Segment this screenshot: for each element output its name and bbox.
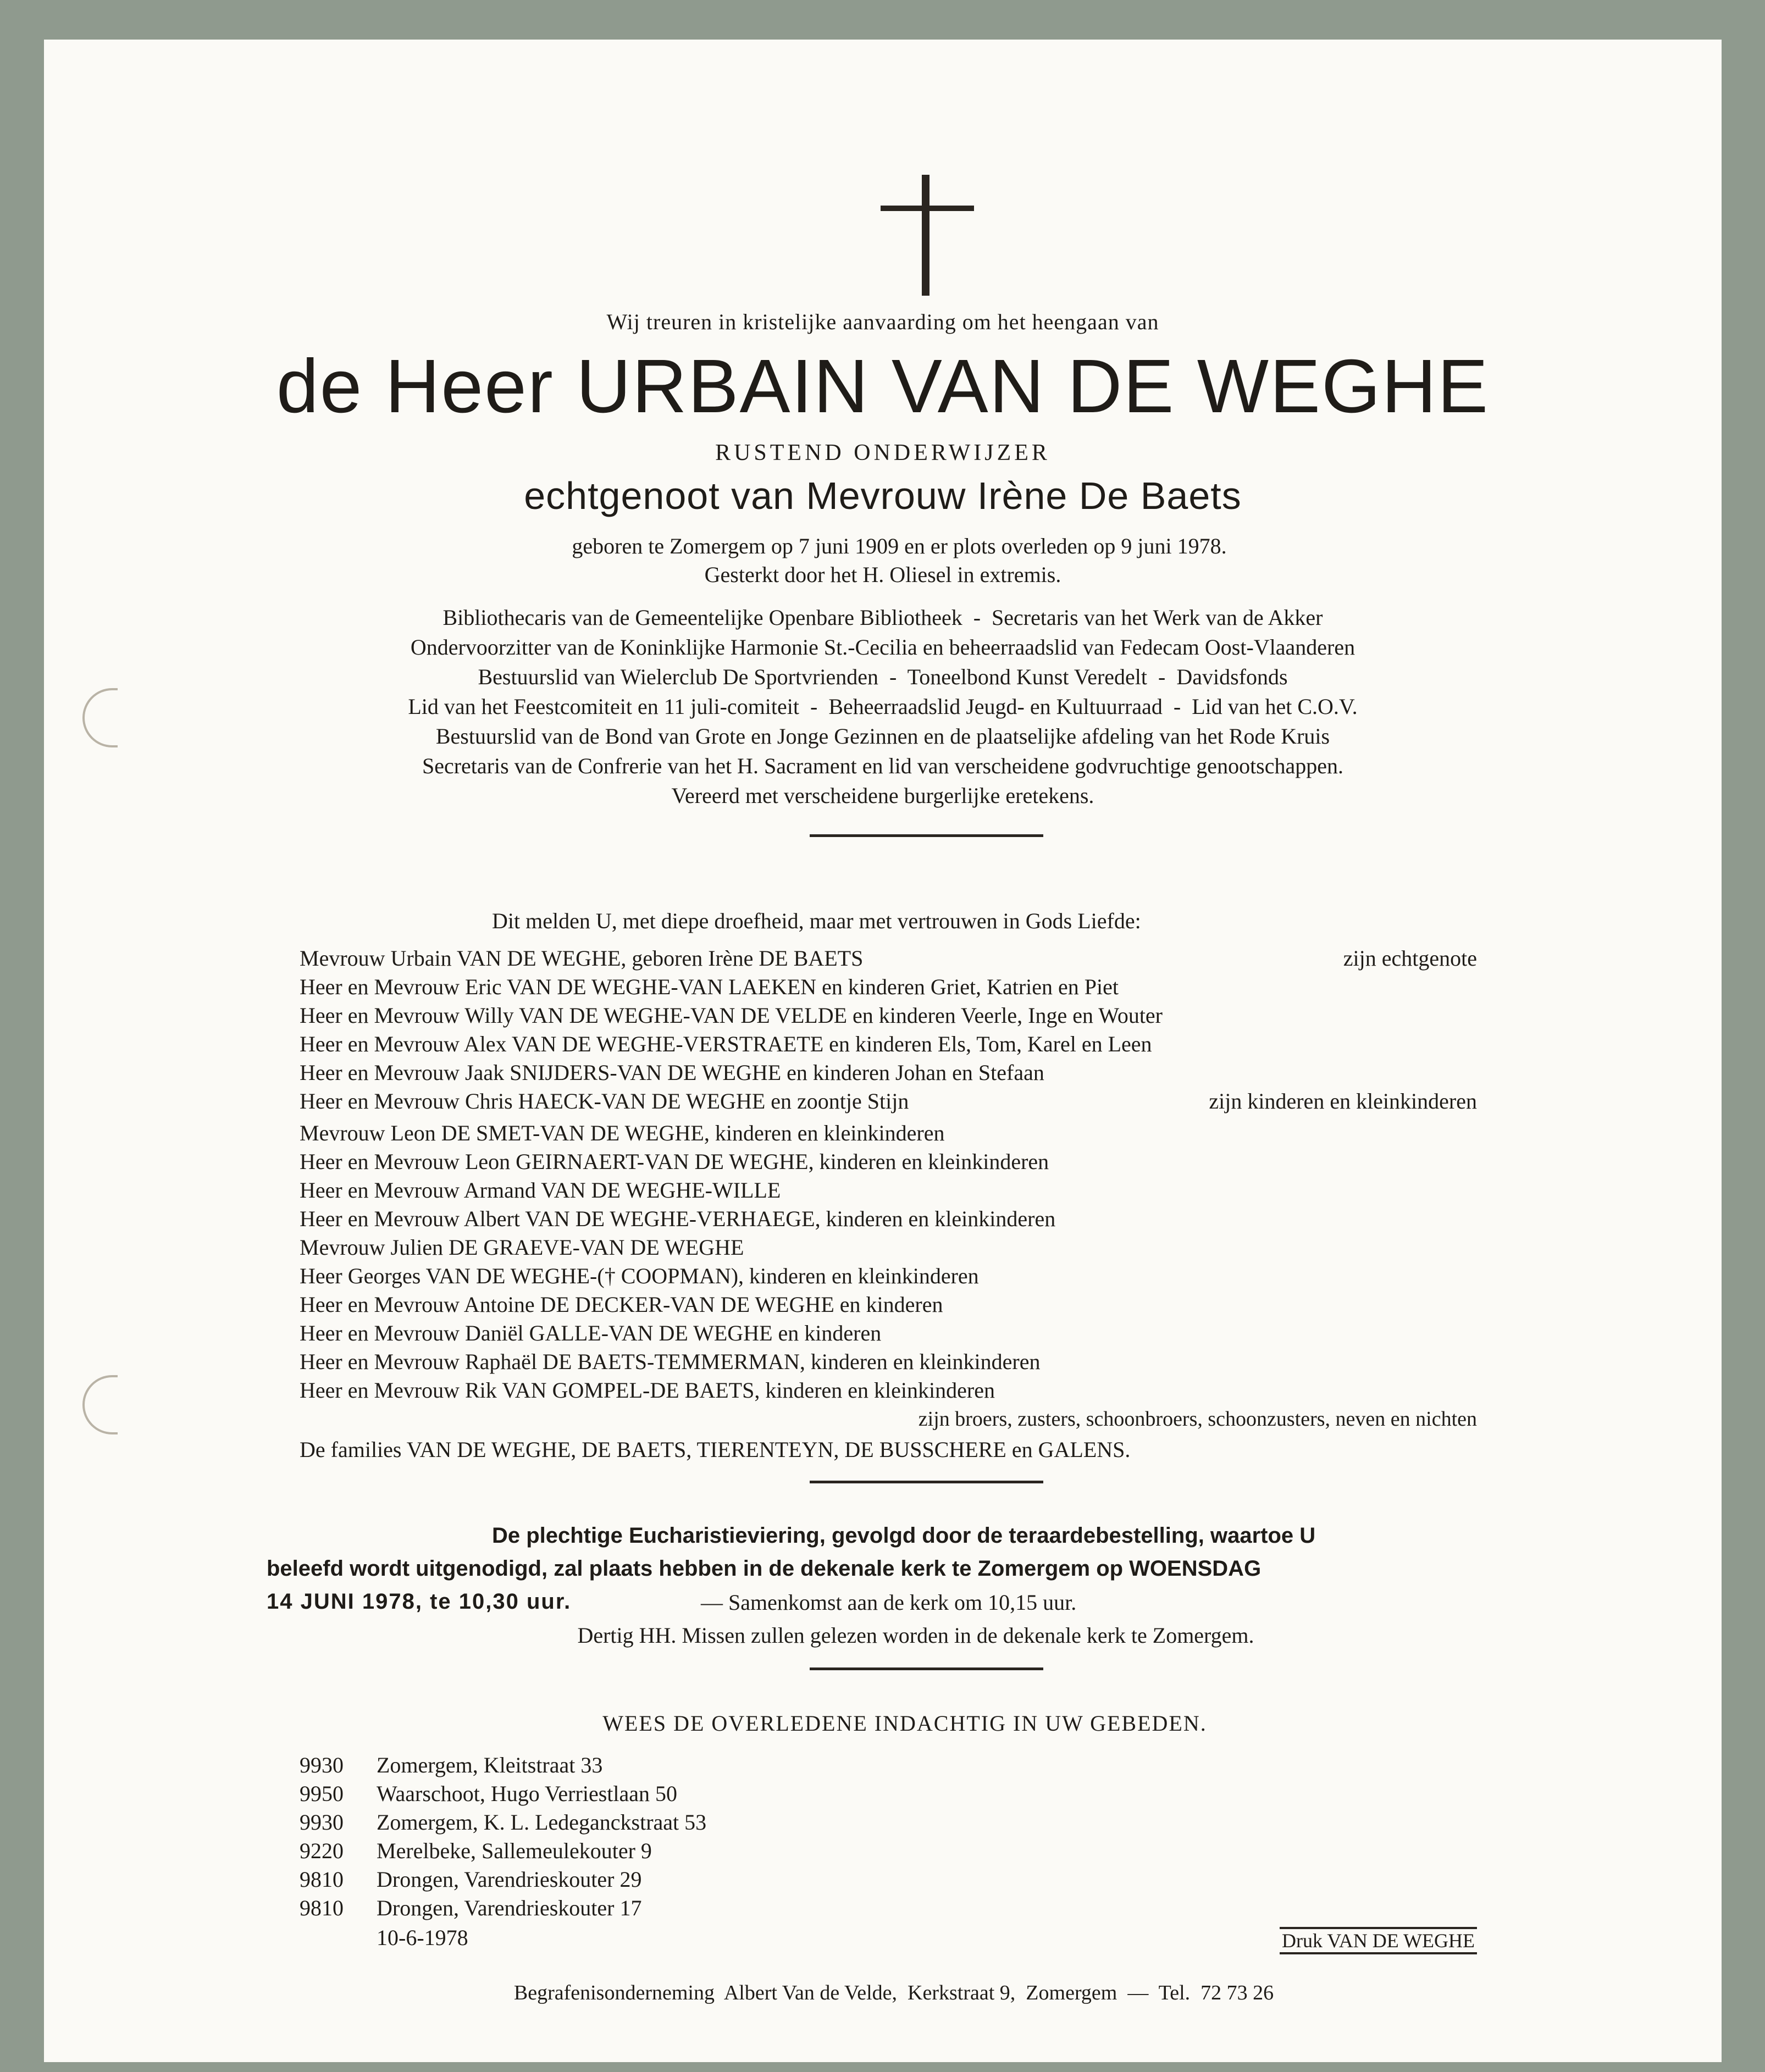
address-zip: 9810: [300, 1867, 344, 1892]
role-line: Ondervoorzitter van de Koninklijke Harmonie St.-Cecilia en beheerraadslid van Fedecam Oost-Vlaanderen: [410, 635, 1355, 660]
announcement: Dit melden U, met diepe droefheid, maar met vertrouwen in Gods Liefde:: [492, 908, 1141, 933]
deceased-name: de Heer URBAIN VAN DE WEGHE: [276, 344, 1490, 429]
divider: [810, 834, 1043, 837]
service-line-2: beleefd wordt uitgenodigd, zal plaats hebben in de dekenale kerk te Zomergem op WOENSDAG: [267, 1556, 1261, 1581]
address-text: Waarschoot, Hugo Verriestlaan 50: [377, 1781, 677, 1806]
role-line: Bibliothecaris van de Gemeentelijke Openbare Bibliotheek - Secretaris van het Werk van de Akker: [442, 605, 1323, 630]
address-text: Merelbeke, Sallemeulekouter 9: [377, 1838, 652, 1863]
divider: [810, 1481, 1043, 1483]
address-text: Drongen, Varendrieskouter 29: [377, 1867, 642, 1892]
sibling-entry: Heer en Mevrouw Daniël GALLE-VAN DE WEGHE en kinderen: [300, 1321, 882, 1345]
address-text: Zomergem, Kleitstraat 33: [377, 1753, 603, 1777]
child-entry: Heer en Mevrouw Jaak SNIJDERS-VAN DE WEGHE en kinderen Johan en Stefaan: [300, 1060, 1044, 1085]
address-text: Zomergem, K. L. Ledeganckstraat 53: [377, 1810, 707, 1835]
born-died: geboren te Zomergem op 7 juni 1909 en er plots overleden op 9 juni 1978.: [572, 534, 1227, 558]
address-zip: 9220: [300, 1838, 344, 1863]
spouse-entry: Mevrouw Urbain VAN DE WEGHE, geboren Irène DE BAETS: [300, 946, 864, 971]
sibling-entry: Mevrouw Leon DE SMET-VAN DE WEGHE, kinderen en kleinkinderen: [300, 1121, 945, 1145]
children-relation: zijn kinderen en kleinkinderen: [1209, 1089, 1477, 1113]
role-line: Vereerd met verscheidene burgerlijke eretekens.: [671, 783, 1094, 808]
occupation: RUSTEND ONDERWIJZER: [715, 440, 1050, 466]
sibling-entry: Heer en Mevrouw Armand VAN DE WEGHE-WILLE: [300, 1178, 781, 1203]
address-zip: 9950: [300, 1781, 344, 1806]
notice-date: 10-6-1978: [377, 1925, 468, 1950]
child-entry: Heer en Mevrouw Chris HAECK-VAN DE WEGHE en zoontje Stijn: [300, 1089, 909, 1113]
spouse-line: echtgenoot van Mevrouw Irène De Baets: [524, 474, 1242, 517]
sibling-entry: Heer en Mevrouw Leon GEIRNAERT-VAN DE WEGHE, kinderen en kleinkinderen: [300, 1149, 1049, 1174]
families-line: De families VAN DE WEGHE, DE BAETS, TIERENTEYN, DE BUSSCHERE en GALENS.: [300, 1437, 1131, 1462]
child-entry: Heer en Mevrouw Willy VAN DE WEGHE-VAN DE VELDE en kinderen Veerle, Inge en Wouter: [300, 1003, 1163, 1028]
role-line: Lid van het Feestcomiteit en 11 juli-comiteit - Beheerraadslid Jeugd- en Kultuurraad - Lid van het C.O.V.: [408, 694, 1358, 719]
cross-icon: [881, 175, 974, 296]
sibling-entry: Heer en Mevrouw Antoine DE DECKER-VAN DE WEGHE en kinderen: [300, 1292, 943, 1317]
child-entry: Heer en Mevrouw Eric VAN DE WEGHE-VAN LAEKEN en kinderen Griet, Katrien en Piet: [300, 974, 1119, 999]
role-line: Secretaris van de Confrerie van het H. Sacrament en lid van verscheidene godvruchtige genootschappen.: [422, 754, 1344, 778]
printer-credit: Druk VAN DE WEGHE: [1280, 1927, 1477, 1954]
siblings-relation: zijn broers, zusters, schoonbroers, schoonzusters, neven en nichten: [918, 1408, 1477, 1431]
sibling-entry: Heer en Mevrouw Albert VAN DE WEGHE-VERHAEGE, kinderen en kleinkinderen: [300, 1206, 1056, 1231]
sacrament: Gesterkt door het H. Oliesel in extremis.: [704, 562, 1061, 587]
service-date: 14 JUNI 1978, te 10,30 uur.: [267, 1589, 572, 1614]
address-zip: 9930: [300, 1810, 344, 1835]
prayer-line: WEES DE OVERLEDENE INDACHTIG IN UW GEBEDEN.: [602, 1711, 1207, 1736]
undertaker-line: Begrafenisonderneming Albert Van de Velde, Kerkstraat 9, Zomergem — Tel. 72 73 26: [513, 1981, 1274, 2004]
child-entry: Heer en Mevrouw Alex VAN DE WEGHE-VERSTRAETE en kinderen Els, Tom, Karel en Leen: [300, 1032, 1152, 1056]
sibling-entry: Heer en Mevrouw Raphaël DE BAETS-TEMMERMAN, kinderen en kleinkinderen: [300, 1349, 1041, 1374]
role-line: Bestuurslid van Wielerclub De Sportvrienden - Toneelbond Kunst Veredelt - Davidsfonds: [478, 664, 1288, 689]
address-text: Drongen, Varendrieskouter 17: [377, 1896, 642, 1920]
sibling-entry: Heer en Mevrouw Rik VAN GOMPEL-DE BAETS, kinderen en kleinkinderen: [300, 1378, 995, 1403]
masses-line: Dertig HH. Missen zullen gelezen worden in de dekenale kerk te Zomergem.: [577, 1623, 1254, 1648]
binder-hole-bottom: [82, 1375, 118, 1434]
intro-text: Wij treuren in kristelijke aanvaarding om het heengaan van: [606, 309, 1159, 334]
divider: [810, 1667, 1043, 1670]
role-line: Bestuurslid van de Bond van Grote en Jonge Gezinnen en de plaatselijke afdeling van het Rode Kruis: [435, 724, 1330, 749]
sibling-entry: Heer Georges VAN DE WEGHE-(† COOPMAN), kinderen en kleinkinderen: [300, 1264, 979, 1288]
service-gathering: — Samenkomst aan de kerk om 10,15 uur.: [701, 1590, 1077, 1615]
sibling-entry: Mevrouw Julien DE GRAEVE-VAN DE WEGHE: [300, 1235, 744, 1260]
death-notice-sheet: [44, 40, 1722, 2062]
spouse-relation: zijn echtgenote: [1343, 946, 1477, 971]
address-zip: 9810: [300, 1896, 344, 1920]
address-zip: 9930: [300, 1753, 344, 1777]
service-line-1: De plechtige Eucharistieviering, gevolgd door de teraardebestelling, waartoe U: [492, 1523, 1316, 1548]
